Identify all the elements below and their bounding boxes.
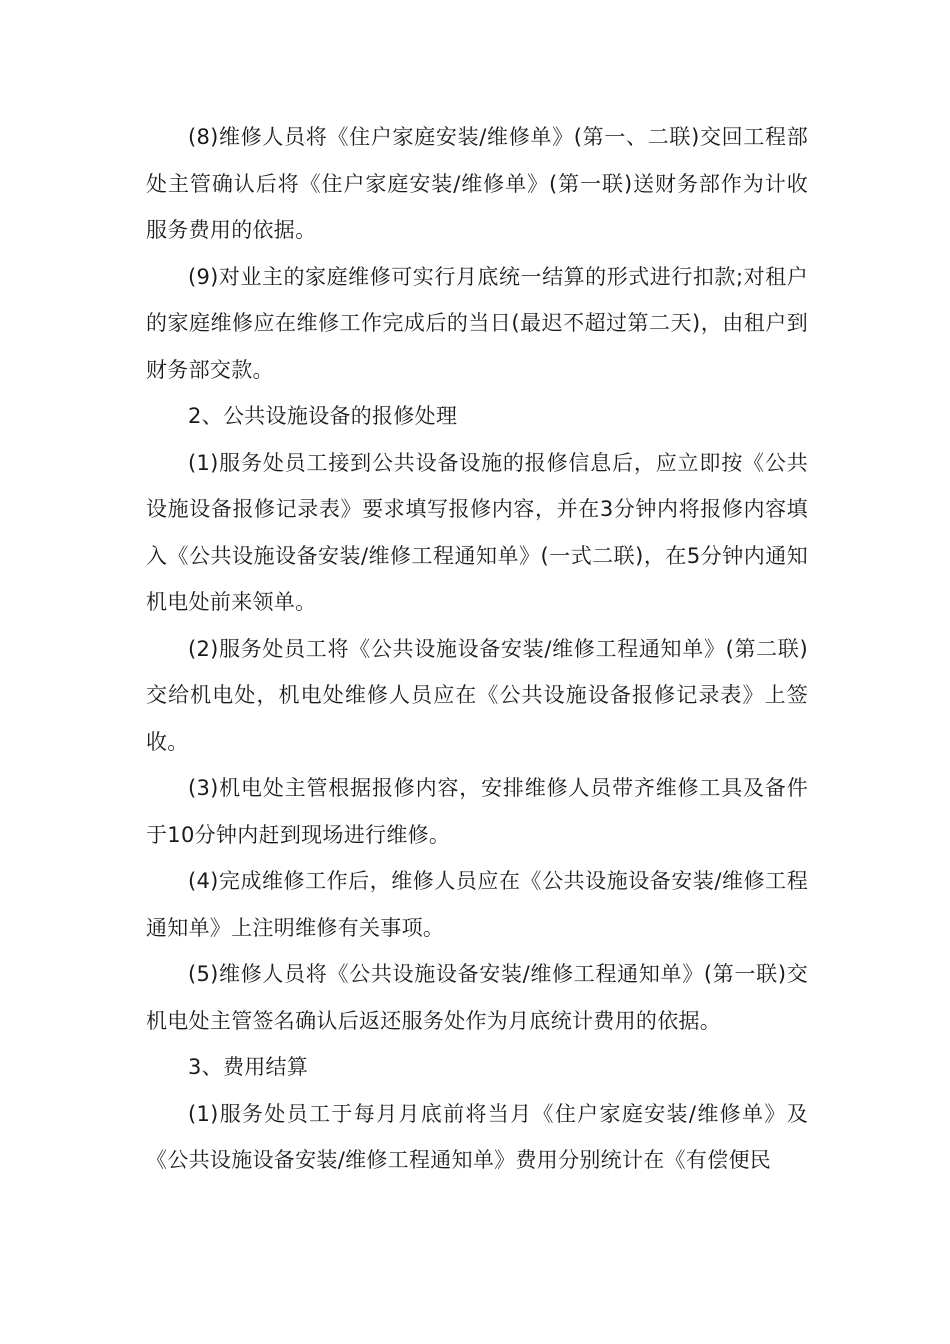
paragraph-item-9: (9)对业主的家庭维修可实行月底统一结算的形式进行扣款;对租户的家庭维修应在维修工作完成后的当日(最迟不超过第二天)，由租户到财务部交款。 bbox=[146, 264, 808, 382]
paragraph-item-8: (8)维修人员将《住户家庭安装/维修单》(第一、二联)交回工程部处主管确认后将《住户家庭安装/维修单》(第一联)送财务部作为计收服务费用的依据。 bbox=[146, 125, 808, 242]
section-heading-public-repair: 2、公共设施设备的报修处理 bbox=[188, 404, 458, 428]
paragraph-item-4: (4)完成维修工作后，维修人员应在《公共设施设备安装/维修工程通知单》上注明维修有关事项。 bbox=[146, 869, 808, 940]
section-heading-fee-settlement: 3、费用结算 bbox=[188, 1055, 309, 1079]
paragraph-item-1: (1)服务处员工接到公共设备设施的报修信息后，应立即按《公共设施设备报修记录表》要求填写报修内容，并在3分钟内将报修内容填入《公共设施设备安装/维修工程通知单》(一式二联)，在5分钟内通知机电处前来领单。 bbox=[146, 450, 808, 614]
paragraph-item-2: (2)服务处员工将《公共设施设备安装/维修工程通知单》(第二联)交给机电处，机电处维修人员应在《公共设施设备报修记录表》上签收。 bbox=[146, 636, 808, 754]
paragraph-item-5: (5)维修人员将《公共设施设备安装/维修工程通知单》(第一联)交机电处主管签名确认后返还服务处作为月底统计费用的依据。 bbox=[146, 962, 808, 1033]
document-body bbox=[146, 114, 808, 1184]
paragraph-fee-item-1: (1)服务处员工于每月月底前将当月《住户家庭安装/维修单》及《公共设施设备安装/维修工程通知单》费用分别统计在《有偿便民 bbox=[146, 1101, 808, 1172]
paragraph-item-3: (3)机电处主管根据报修内容，安排维修人员带齐维修工具及备件于10分钟内赶到现场进行维修。 bbox=[146, 776, 808, 847]
